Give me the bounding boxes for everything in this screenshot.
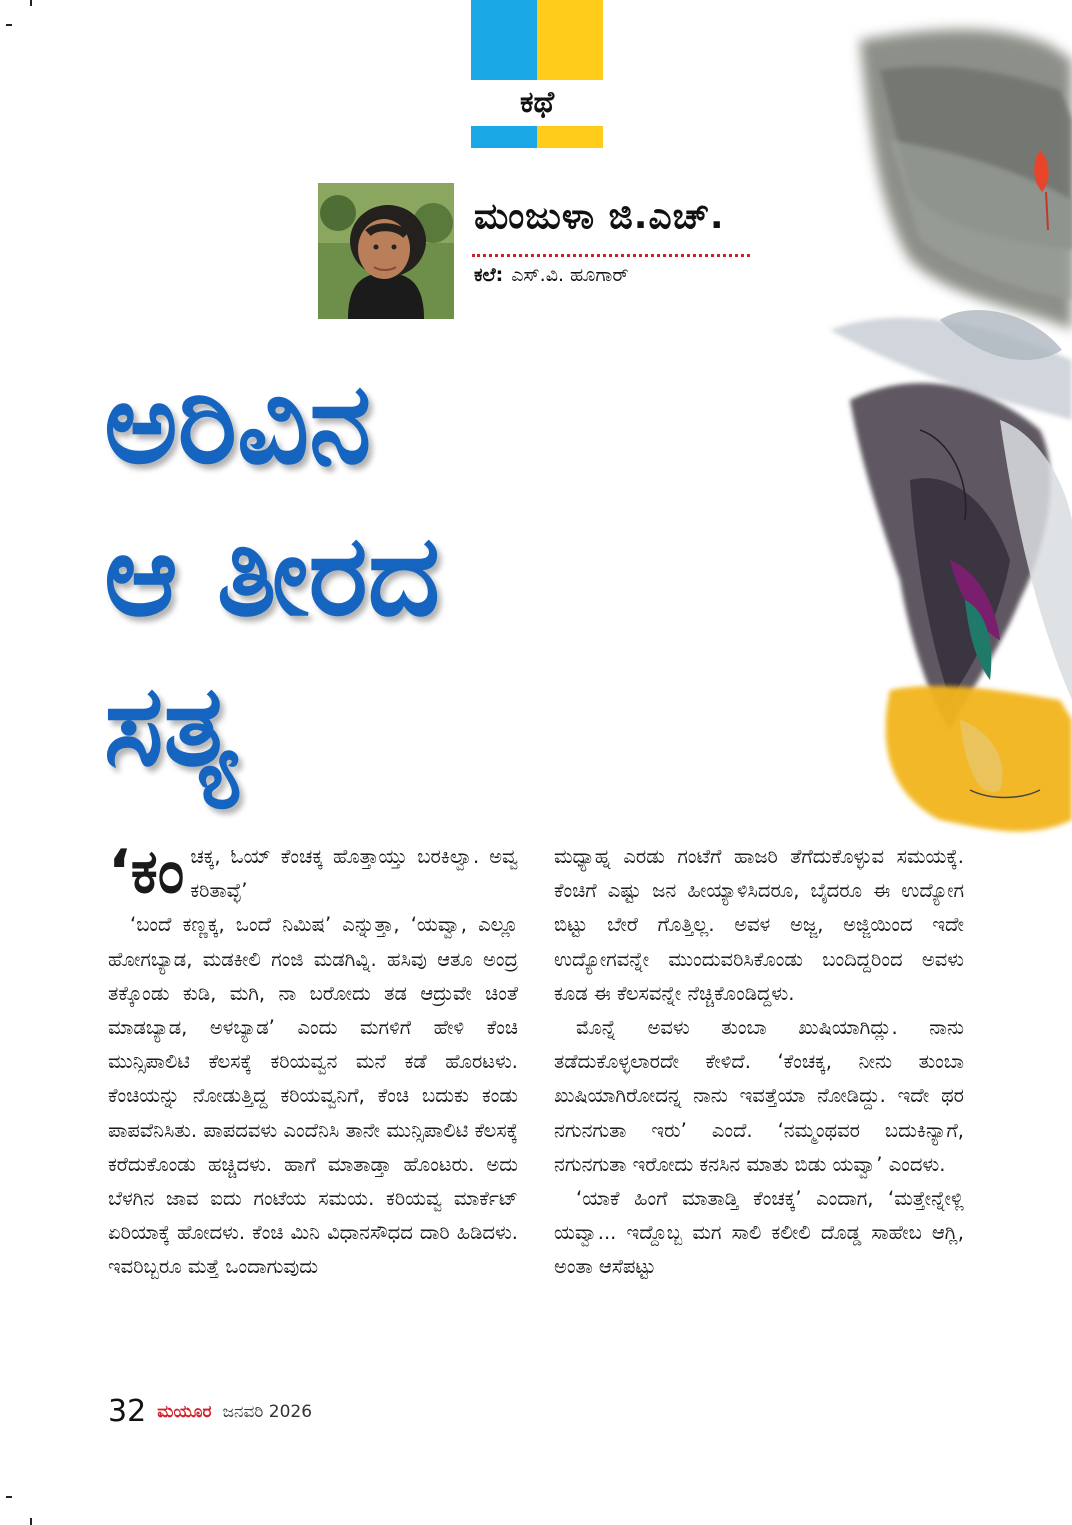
page-footer [108,1394,312,1429]
dotted-divider [472,254,750,257]
body-column-left [108,837,518,1285]
paragraph: ಮೊನ್ನೆ ಅವಳು ತುಂಬಾ ಖುಷಿಯಾಗಿದ್ಲು. ನಾನು ತಡೆದುಕೊಳ್ಳಲಾರದೇ ಕೇಳಿದೆ. ‘ಕೆಂಚಕ್ಕ, ನೀನು ತುಂಬಾ ಖುಷಿಯಾಗಿರೋದನ್ನ ನಾನು ಇವತ್ತೆಯಾ ನೋಡಿದ್ದು. ಇದೇ ಥರ ನಗುನಗುತಾ ಇರು’ ಎಂದೆ. ‘ನಮ್ಮಂಥವರ ಬದುಕಿನ್ಯಾಗೆ, ನಗುನಗುತಾ ಇರೋದು ಕನಸಿನ ಮಾತು ಬಿಡು ಯವ್ವಾ’ ಎಂದಳು. [554,1016,964,1176]
paragraph: ‘ಬಂದೆ ಕಣ್ಣಕ್ಕ, ಒಂದೆ ನಿಮಿಷ’ ಎನ್ನುತ್ತಾ, ‘ಯವ್ವಾ, ಎಲ್ಲೂ ಹೋಗಬ್ಯಾಡ, ಮಡಕೀಲಿ ಗಂಜಿ ಮಡಗಿವ್ನಿ. ಹಸಿವು ಆತೂ ಅಂದ್ರ ತಕ್ಕೊಂಡು ಕುಡಿ, ಮಗಿ, ನಾ ಬರೋದು ತಡ ಆದ್ರುವೇ ಚಿಂತೆ ಮಾಡಬ್ಯಾಡ, ಅಳಬ್ಯಾಡ’ ಎಂದು ಮಗಳಿಗೆ ಹೇಳಿ ಕೆಂಚಿ ಮುನ್ಸಿಪಾಲಿಟಿ ಕೆಲಸಕ್ಕೆ ಕರಿಯವ್ವನ ಮನೆ ಕಡೆ ಹೊರಟಳು. ಕೆಂಚಿಯನ್ನು ನೋಡುತ್ತಿದ್ದ ಕರಿಯವ್ವನಿಗೆ, ಕೆಂಚಿ ಬದುಕು ಕಂಡು ಪಾಪವೆನಿಸಿತು. ಪಾಪದವಳು ಎಂದೆನಿಸಿ ತಾನೇ ಮುನ್ಸಿಪಾಲಿಟಿ ಕೆಲಸಕ್ಕೆ ಕರೆದುಕೊಂಡು ಹಚ್ಚಿದಳು. ಹಾಗೆ ಮಾತಾಡ್ತಾ ಹೊಂಟರು. ಅದು ಬೆಳಗಿನ ಜಾವ ಐದು ಗಂಟೆಯ ಸಮಯ. ಕರಿಯವ್ವ ಮಾರ್ಕೆಟ್ ಏರಿಯಾಕ್ಕೆ ಹೋದಳು. ಕೆಂಚಿ ಮಿನಿ ವಿಧಾನಸೌಧದ ದಾರಿ ಹಿಡಿದಳು. ಇವರಿಬ್ಬರೂ ಮತ್ತೆ ಒಂದಾಗುವುದು [108,913,518,1279]
tag-blue-block [471,0,537,80]
story-title-line-2: ಆ ತೀರದ [104,511,441,641]
magazine-logo: ಮಯೂರ [157,1401,212,1422]
paragraph [108,837,518,908]
paragraph-text: ಚಕ್ಕ, ಓಯ್ ಕೆಂಚಕ್ಕ ಹೊತ್ತಾಯ್ತು ಬರಕಿಲ್ವಾ. ಅವ್ವ ಕರಿತಾವ್ಳೆ’ [190,845,518,903]
story-title-line-3: ಸತ್ಯ [104,661,239,791]
body-column-right [554,840,964,1285]
author-photo [318,183,454,319]
section-label: ಕಥೆ [519,85,555,120]
art-credit-label: ಕಲೆ: [474,264,504,286]
paragraph: ಮಧ್ಯಾಹ್ನ ಎರಡು ಗಂಟೆಗೆ ಹಾಜರಿ ತೆಗೆದುಕೊಳ್ಳುವ ಸಮಯಕ್ಕೆ. ಕೆಂಚಿಗೆ ಎಷ್ಟು ಜನ ಹೀಯ್ಯಾಳಿಸಿದರೂ, ಬೈದರೂ ಈ ಉದ್ಯೋಗ ಬಿಟ್ಟು ಬೇರೆ ಗೊತ್ತಿಲ್ಲ. ಅವಳ ಅಜ್ಜ, ಅಜ್ಜಿಯಿಂದ ಇದೇ ಉದ್ಯೋಗವನ್ನೇ ಮುಂದುವರಿಸಿಕೊಂಡು ಬಂದಿದ್ದರಿಂದ ಅವಳು ಕೂಡ ಈ ಕೆಲಸವನ್ನೇ ನೆಚ್ಚಿಕೊಂಡಿದ್ದಳು. [554,845,964,1005]
story-illustration [800,0,1072,850]
crop-mark [6,1496,12,1498]
crop-mark [30,1518,32,1525]
art-credit [474,264,629,286]
tag-yellow-strip [537,126,603,148]
author-name: ಮಂಜುಳಾ ಜಿ.ಎಚ್. [474,196,725,237]
paragraph: ‘ಯಾಕೆ ಹಿಂಗೆ ಮಾತಾಡ್ತಿ ಕೆಂಚಕ್ಕ’ ಎಂದಾಗ, ‘ಮತ್ತೇನ್ನೇಳ್ಲಿ ಯವ್ವಾ... ಇದ್ದೊಬ್ಬ ಮಗ ಸಾಲಿ ಕಲೀಲಿ ದೊಡ್ಡ ಸಾಹೇಬ ಆಗ್ಲಿ, ಅಂತಾ ಆಸೆಪಟ್ಟು [554,1187,964,1279]
crop-mark [30,0,32,6]
drop-cap: ‘ಕಂ [108,837,185,907]
page-number: 32 [108,1394,147,1429]
tag-yellow-block [537,0,603,80]
section-tag [471,0,603,148]
tag-blue-strip [471,126,537,148]
issue-date: ಜನವರಿ 2026 [222,1401,313,1422]
artist-name: ಎಸ್.ವಿ. ಹೂಗಾರ್ [511,264,629,286]
crop-mark [6,24,12,26]
story-title-line-1: ಅರಿವಿನ [104,359,372,489]
